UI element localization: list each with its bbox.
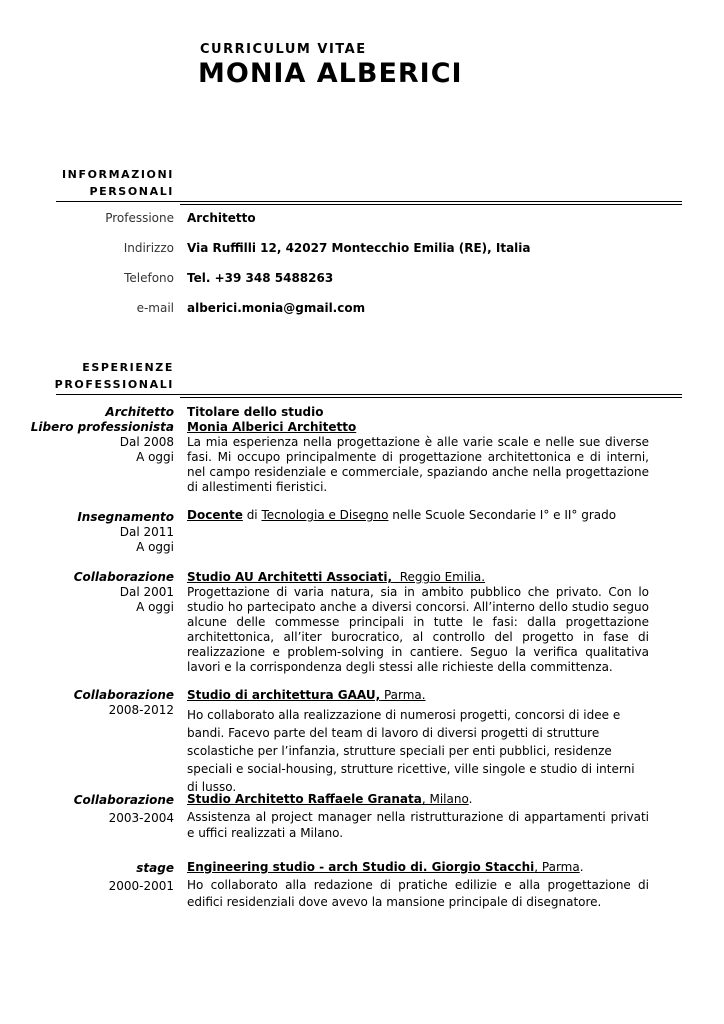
section-title-line: INFORMAZIONI (61, 168, 174, 181)
experience-role: Collaborazione (73, 793, 174, 807)
experience-subject: Tecnologia e Disegno (261, 508, 389, 522)
section-title-line: PROFESSIONALI (54, 378, 174, 391)
experience-role: Insegnamento (77, 510, 174, 524)
person-name: MONIA ALBERICI (198, 58, 463, 89)
section-divider (56, 201, 682, 202)
experience-place-end: . (579, 860, 584, 874)
experience-entry (187, 860, 649, 911)
experience-role: stage (136, 861, 174, 875)
experience-meta (77, 510, 174, 555)
experience-org: Engineering studio - arch Studio di. Giorgio Stacchi (187, 860, 535, 874)
experience-entry (187, 570, 649, 675)
experience-entry (187, 405, 649, 495)
experience-date-from: 2008-2012 (108, 703, 174, 717)
experience-title: Docente (187, 508, 243, 522)
section-divider (180, 397, 682, 398)
section-divider (180, 204, 682, 205)
experience-entry (187, 686, 645, 796)
section-title-line: ESPERIENZE (82, 361, 174, 374)
label-address: Indirizzo (123, 241, 174, 255)
section-divider (56, 394, 682, 395)
value-email[interactable]: alberici.monia@gmail.com (187, 301, 366, 315)
experience-description: Ho collaborato alla realizzazione di numerosi progetti, concorsi di idee e bandi. Facevo parte del team di lavoro di diversi progetti di strutture scolastiche per l’infanzia, strutture speciali per enti pubblici, residenze speciali e social-housing, strutture ricettive, ville singole e studio di interni di lusso. (187, 708, 635, 794)
experience-meta (74, 688, 174, 718)
experience-date-from: Dal 2001 (119, 585, 174, 599)
experience-role-detail: Libero professionista (30, 420, 174, 434)
section-title-personal (62, 166, 174, 200)
value-phone: Tel. +39 348 5488263 (187, 271, 334, 285)
experience-sep: di (242, 508, 262, 522)
experience-place: Parma. (380, 688, 426, 702)
experience-place: , Milano (421, 792, 469, 806)
experience-org: Monia Alberici Architetto (187, 420, 357, 434)
experience-date-to: A oggi (136, 600, 174, 614)
section-title-line: PERSONALI (89, 185, 174, 198)
experience-place: Reggio Emilia. (392, 570, 486, 584)
experience-date-from: Dal 2011 (119, 525, 174, 539)
label-phone: Telefono (124, 271, 174, 285)
experience-place: , Parma (534, 860, 580, 874)
experience-org: Studio di architettura GAAU, (187, 688, 381, 702)
value-profession: Architetto (187, 211, 256, 225)
experience-entry (187, 508, 649, 523)
experience-date-from: 2003-2004 (108, 811, 174, 825)
label-email: e-mail (136, 301, 174, 315)
experience-description: Assistenza al project manager nella ristrutturazione di appartamenti privati e uffici realizzati a Milano. (187, 810, 649, 840)
experience-meta (74, 793, 174, 826)
experience-meta (31, 405, 174, 465)
section-title-experience (55, 359, 174, 393)
experience-description: Ho collaborato alla redazione di pratiche edilizie e alla progettazione di edifici residenziali dove avevo la mansione principale di disegnatore. (187, 878, 649, 909)
experience-title: Titolare dello studio (187, 405, 324, 419)
experience-date-to: A oggi (136, 540, 174, 554)
experience-role: Architetto (105, 405, 174, 419)
experience-date-from: Dal 2008 (119, 435, 174, 449)
label-profession: Professione (105, 211, 174, 225)
document-label: CURRICULUM VITAE (200, 42, 367, 57)
experience-meta (74, 570, 174, 615)
experience-meta (109, 861, 174, 894)
experience-place-end: . (468, 792, 473, 806)
experience-description: Progettazione di varia natura, sia in ambito pubblico che privato. Con lo studio ho partecipato anche a diversi concorsi. All’interno dello studio seguo alcune delle commesse principali in tutte le fasi: dalla progettazione architettonica, all’iter burocratico, al controllo del progetto in fase di realizzazione e problem-solving in cantiere. Seguo la verifica qualitativa lavori e la corrispondenza degli stessi alle richieste della committenza. (187, 585, 649, 674)
experience-description: nelle Scuole Secondarie I° e II° grado (388, 508, 617, 522)
experience-org: Studio Architetto Raffaele Granata (187, 792, 422, 806)
value-address: Via Ruffilli 12, 42027 Montecchio Emilia (RE), Italia (187, 241, 531, 255)
experience-date-to: A oggi (136, 450, 174, 464)
experience-org: Studio AU Architetti Associati, (187, 570, 393, 584)
experience-role: Collaborazione (73, 688, 174, 702)
experience-date-from: 2000-2001 (108, 879, 174, 893)
experience-entry (187, 792, 649, 841)
experience-description: La mia esperienza nella progettazione è alle varie scale e nelle sue diverse fasi. Mi occupo principalmente di progettazione architettonica e di interni, nel campo residenziale e commerciale, spaziando anche nella progettazione di allestimenti fieristici. (187, 435, 649, 494)
experience-role: Collaborazione (73, 570, 174, 584)
